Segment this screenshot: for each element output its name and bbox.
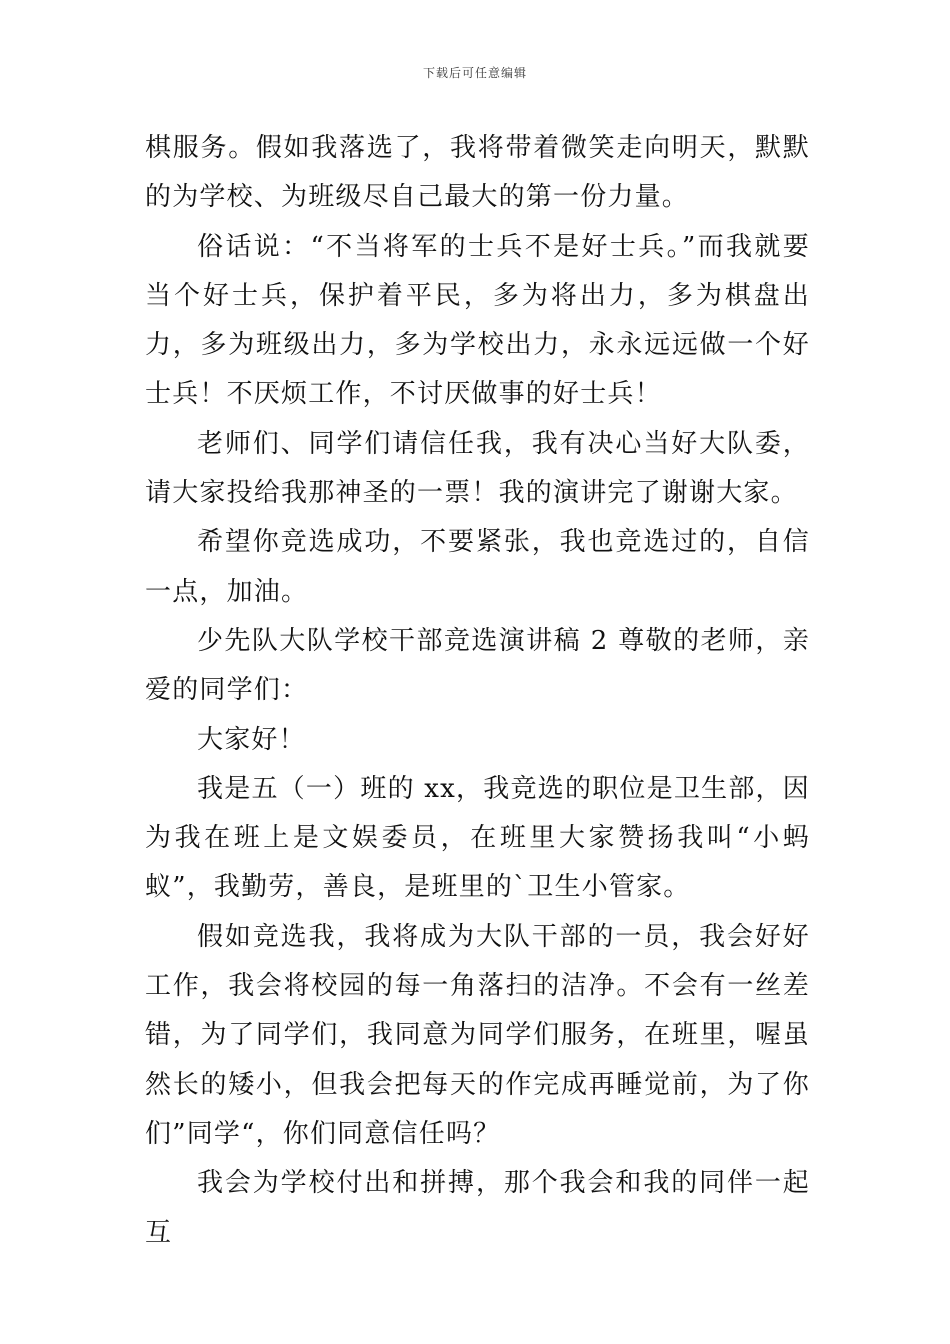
document-body — [145, 124, 810, 1258]
paragraph-speech-title: 少先队大队学校干部竞选演讲稿 2 尊敬的老师，亲爱的同学们： — [145, 625, 810, 706]
paragraph-greeting: 大家好！ — [197, 724, 306, 755]
paragraph: 我是五（一）班的 xx，我竞选的职位是卫生部，因为我在班上是文娱委员，在班里大家赞扬我叫“小蚂蚁”，我勤劳，善良，是班里的`卫生小管家。 — [145, 773, 810, 903]
paragraph: 假如竞选我，我将成为大队干部的一员，我会好好工作，我会将校园的每一角落扫的洁净。不会有一丝差错，为了同学们，我同意为同学们服务，在班里，喔虽然长的矮小，但我会把每天的作完成再睡觉前，为了你们”同学“，你们同意信任吗？ — [145, 921, 810, 1149]
page-header: 下载后可任意编辑 — [422, 66, 527, 80]
paragraph: 我会为学校付出和拼搏，那个我会和我的同伴一起互 — [145, 1168, 810, 1248]
paragraph-continuation: 棋服务。假如我落选了，我将带着微笑走向明天，默默的为学校、为班级尽自己最大的第一份力量。 — [145, 133, 810, 213]
paragraph: 希望你竞选成功，不要紧张，我也竞选过的，自信一点，加油。 — [145, 527, 810, 607]
paragraph: 老师们、同学们请信任我，我有决心当好大队委，请大家投给我那神圣的一票！我的演讲完了谢谢大家。 — [145, 428, 810, 509]
paragraph: 俗话说：“不当将军的士兵不是好士兵。”而我就要当个好士兵，保护着平民，多为将出力，多为棋盘出力，多为班级出力，多为学校出力，永永远远做一个好士兵！不厌烦工作，不讨厌做事的好士兵！ — [145, 231, 810, 410]
